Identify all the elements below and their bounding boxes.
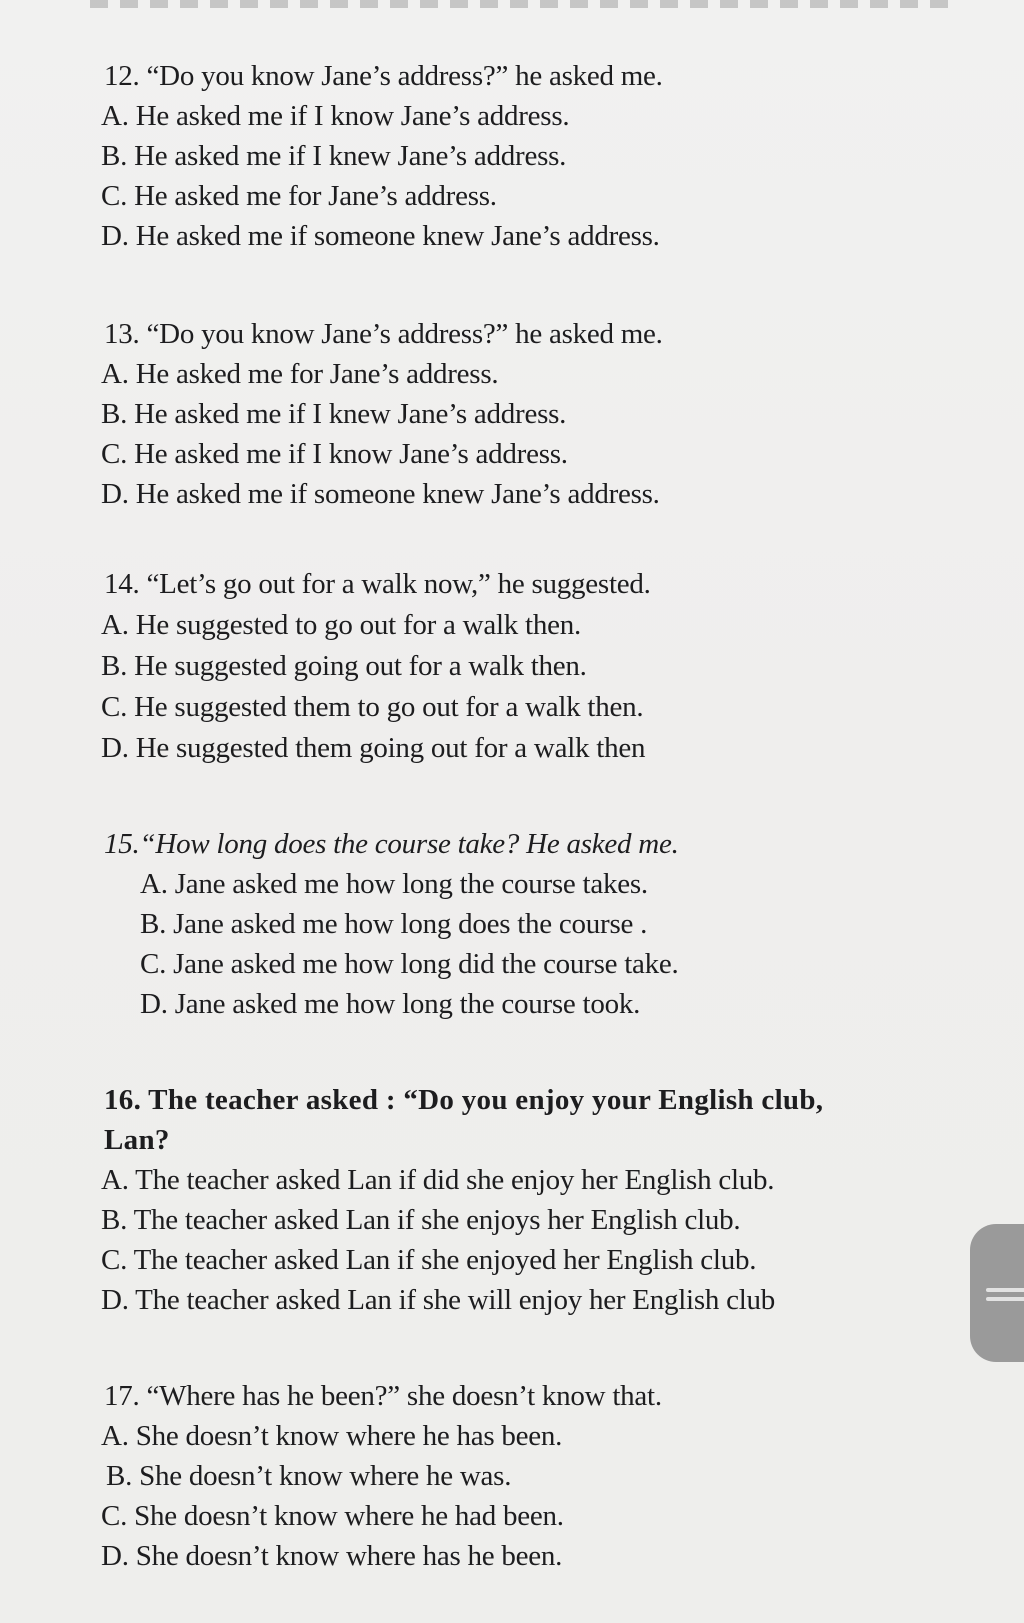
option-b: B. He asked me if I knew Jane’s address.	[101, 140, 567, 172]
option-a: A. He asked me for Jane’s address.	[101, 358, 499, 390]
option-d: D. He asked me if someone knew Jane’s address.	[101, 478, 660, 510]
question-stem-continued: Lan?	[104, 1124, 170, 1156]
grip-lines-icon	[986, 1288, 1024, 1292]
option-d: D. She doesn’t know where has he been.	[101, 1540, 563, 1572]
scroll-handle[interactable]	[970, 1224, 1024, 1362]
option-b: B. Jane asked me how long does the course .	[140, 908, 648, 940]
option-c: C. Jane asked me how long did the course take.	[140, 948, 679, 980]
option-d: D. He suggested them going out for a walk then	[101, 732, 646, 764]
option-b: B. She doesn’t know where he was.	[106, 1460, 512, 1492]
cropped-previous-line	[90, 0, 950, 8]
option-b: B. He asked me if I knew Jane’s address.	[101, 398, 567, 430]
option-c: C. He asked me if I know Jane’s address.	[101, 438, 568, 470]
option-d: D. The teacher asked Lan if she will enjoy her English club	[101, 1284, 776, 1316]
option-d: D. He asked me if someone knew Jane’s address.	[101, 220, 660, 252]
question-stem: 12. “Do you know Jane’s address?” he asked me.	[104, 60, 663, 92]
option-a: A. He asked me if I know Jane’s address.	[101, 100, 570, 132]
option-c: C. She doesn’t know where he had been.	[101, 1500, 564, 1532]
option-a: A. The teacher asked Lan if did she enjoy her English club.	[101, 1164, 775, 1196]
option-c: C. He suggested them to go out for a walk then.	[101, 691, 644, 723]
option-d: D. Jane asked me how long the course took.	[140, 988, 641, 1020]
question-stem: 15.“How long does the course take? He asked me.	[104, 828, 679, 860]
option-a: A. Jane asked me how long the course takes.	[140, 868, 648, 900]
option-b: B. He suggested going out for a walk then.	[101, 650, 587, 682]
grip-lines-icon	[986, 1297, 1024, 1301]
question-stem: 13. “Do you know Jane’s address?” he asked me.	[104, 318, 663, 350]
option-c: C. He asked me for Jane’s address.	[101, 180, 497, 212]
option-a: A. He suggested to go out for a walk then.	[101, 609, 581, 641]
option-b: B. The teacher asked Lan if she enjoys her English club.	[101, 1204, 741, 1236]
option-a: A. She doesn’t know where he has been.	[101, 1420, 563, 1452]
question-stem: 16. The teacher asked : “Do you enjoy your English club,	[104, 1084, 824, 1116]
option-c: C. The teacher asked Lan if she enjoyed her English club.	[101, 1244, 757, 1276]
question-stem: 17. “Where has he been?” she doesn’t know that.	[104, 1380, 662, 1412]
question-stem: 14. “Let’s go out for a walk now,” he suggested.	[104, 568, 651, 600]
